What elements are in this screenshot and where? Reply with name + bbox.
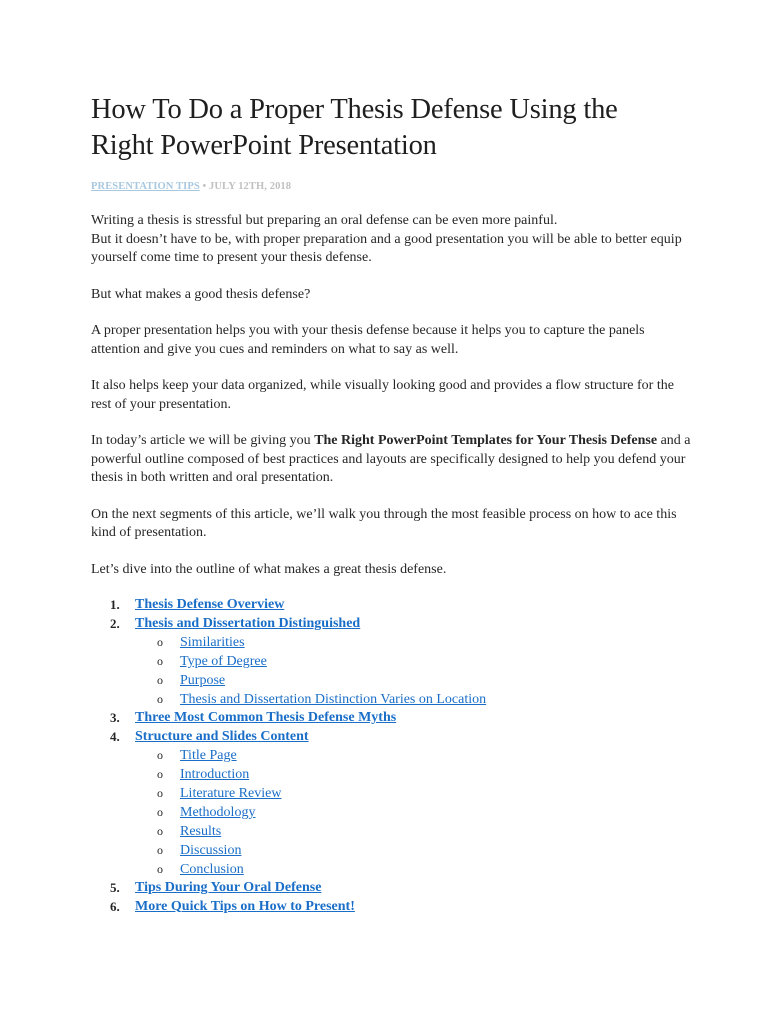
toc-link[interactable]: Three Most Common Thesis Defense Myths [135,710,397,725]
table-of-contents [91,596,691,916]
toc-sublink[interactable]: Introduction [180,767,250,782]
toc-item [91,615,691,710]
outline-intro-paragraph: Let’s dive into the outline of what makes a great thesis defense. [91,561,447,577]
presentation-paragraph: A proper presentation helps you with your thesis defense because it helps you to capture the panels attention and give you cues and reminders on what to say as well. [91,323,645,357]
title-line-2: Right PowerPoint Presentation [91,130,437,161]
question-paragraph: But what makes a good thesis defense? [91,286,311,302]
toc-sublist [135,633,691,709]
toc-sublink[interactable]: Methodology [180,805,256,820]
toc-item-number: 4. [110,728,120,744]
toc-subitem-bullet: o [157,654,163,668]
toc-item-number: 5. [110,880,120,895]
toc-sublist [135,746,691,879]
toc-sublink[interactable]: Similarities [180,635,245,650]
toc-subitem [135,671,691,690]
toc-item [91,728,691,880]
segments-paragraph: On the next segments of this article, we’ll walk you through the most feasible process on how to ace this kind of presentation. [91,506,677,540]
toc-sublink[interactable]: Purpose [180,673,226,688]
toc-subitem-bullet: o [157,824,163,838]
toc-subitem [135,690,691,709]
toc-subitem-bullet: o [157,635,163,649]
toc-subitem [135,765,691,784]
toc-link[interactable]: More Quick Tips on How to Present! [135,898,355,914]
toc-sublink[interactable]: Discussion [180,843,242,858]
toc-link[interactable]: Structure and Slides Content [135,728,309,744]
intro-paragraph [91,212,691,268]
intro-line-2: But it doesn’t have to be, with proper preparation and a good presentation you will be able to better equip yourself come time to present your thesis defense. [91,231,682,265]
toc-subitem [135,746,691,765]
toc-link[interactable]: Thesis Defense Overview [135,597,285,612]
templates-text-after: and a powerful outline composed of best practices and layouts are specifically designed to help you defend your thesis in both written and oral presentation. [91,433,691,485]
toc-sublink[interactable]: Conclusion [180,862,244,877]
toc-item-number: 3. [110,710,120,725]
toc-subitem-bullet: o [157,786,163,800]
toc-item-number: 6. [110,898,120,914]
toc-subitem-bullet: o [157,843,163,857]
toc-subitem-bullet: o [157,692,163,706]
toc-link[interactable]: Tips During Your Oral Defense [135,880,322,895]
publish-date: JULY 12TH, 2018 [209,181,292,192]
templates-text-before: In today’s article we will be giving you [91,433,315,448]
toc-sublink[interactable]: Type of Degree [180,654,267,669]
toc-subitem [135,633,691,652]
meta-separator: • [199,181,210,192]
toc-subitem [135,841,691,860]
toc-subitem-bullet: o [157,673,163,687]
templates-bold-text: The Right PowerPoint Templates for Your Thesis Defense [314,433,658,448]
intro-line-1: Writing a thesis is stressful but preparing an oral defense can be even more painful. [91,213,558,228]
toc-item-number: 1. [110,597,120,612]
organization-paragraph: It also helps keep your data organized, while visually looking good and provides a flow structure for the rest of your presentation. [91,378,674,412]
toc-sublink[interactable]: Thesis and Dissertation Distinction Varies on Location [180,692,487,707]
templates-paragraph [91,432,691,488]
title-line-1: How To Do a Proper Thesis Defense Using the [91,94,618,125]
toc-subitem [135,784,691,803]
toc-sublink[interactable]: Literature Review [180,786,282,801]
toc-subitem-bullet: o [157,748,163,762]
article-title [91,92,691,164]
toc-subitem [135,652,691,671]
toc-item-number: 2. [110,615,120,631]
toc-item [91,596,691,615]
article [91,92,691,916]
toc-item [91,709,691,728]
toc-subitem-bullet: o [157,805,163,819]
toc-item [91,879,691,898]
toc-item [91,898,691,917]
toc-subitem-bullet: o [157,862,163,876]
category-link[interactable]: PRESENTATION TIPS [91,181,200,192]
toc-subitem-bullet: o [157,767,163,781]
toc-link[interactable]: Thesis and Dissertation Distinguished [135,615,361,631]
toc-subitem [135,803,691,822]
toc-sublink[interactable]: Results [180,824,222,839]
toc-subitem [135,860,691,879]
toc-sublink[interactable]: Title Page [180,748,237,763]
toc-subitem [135,822,691,841]
article-meta [91,181,691,192]
